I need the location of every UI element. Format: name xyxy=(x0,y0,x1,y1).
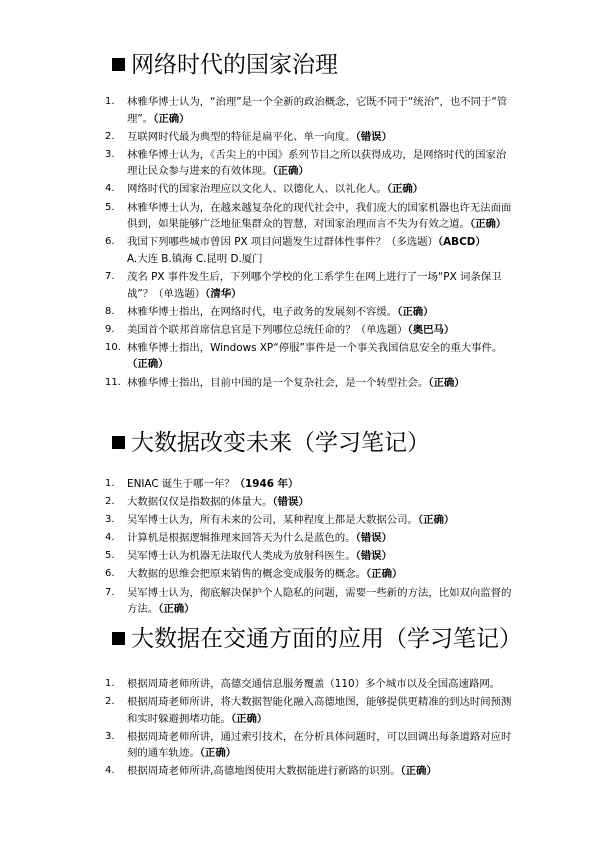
list-item: 4. 计算机是根据逻辑推理来回答天为什么是蓝色的。（错误） xyxy=(105,532,392,545)
question-list xyxy=(0,476,600,619)
list-item: 10. 林雅华博士指出，Windows XP“停服”事件是一个事关我国信息安全的重大事件。（正确） xyxy=(105,341,503,371)
list-item: 5. 林雅华博士认为，在越来越复杂化的现代社会中，我们庞大的国家机器也许无法面面俱到，如果能够广泛地征集群众的智慧，对国家治理而言不失为有效之道。（正确） xyxy=(105,201,512,231)
list-item: 2. 根据周琦老师所讲，将大数据智能化融入高德地图，能够提供更精准的到达时间预测和实时躲避拥堵功能。（正确） xyxy=(105,696,512,725)
list-item: 6. 我国下列哪些城市曾因 PX 项目问题发生过群体性事件？（多选题）（ABCD） A.大连 B.镇海 C.昆明 D.厦门 xyxy=(105,236,486,265)
list-item: 7. 茂名 PX 事件发生后，下列哪个学校的化工系学生在网上进行了一场“PX 词条保卫战”？（单选题）（清华） xyxy=(105,270,502,300)
list-item: 3. 林雅华博士认为，《舌尖上的中国》系列节目之所以获得成功，是网络时代的国家治理让民众参与进来的有效体现。（正确） xyxy=(105,148,507,178)
list-item: 1. ENIAC 诞生于哪一年？（1946 年） xyxy=(105,478,299,490)
list-item: 5. 吴军博士认为机器无法取代人类成为放射科医生。（错误） xyxy=(105,550,392,563)
question-list xyxy=(0,676,600,782)
section-heading: 大数据改变未来（学习笔记） xyxy=(112,428,430,458)
section-heading: 大数据在交通方面的应用（学习笔记） xyxy=(112,624,522,654)
question-list xyxy=(0,94,600,393)
list-item: 1. 根据周琦老师所讲，高德交通信息服务覆盖（110）多个城市以及全国高速路网。 xyxy=(105,678,501,690)
list-item: 9. 美国首个联邦首席信息官是下列哪位总统任命的？（单选题）（奥巴马） xyxy=(105,323,455,336)
list-item: 1. 林雅华博士认为，“治理”是一个全新的政治概念，它既不同于“统治”，也不同于“管理”。（正确） xyxy=(105,96,508,125)
list-item: 3. 根据周琦老师所讲，通过索引技术，在分析具体问题时，可以回调出每条道路对应时刻的通车轨迹。（正确） xyxy=(105,730,512,760)
list-item: 2. 互联网时代最为典型的特征是扁平化、单一向度。（错误） xyxy=(105,130,392,143)
list-item: 11. 林雅华博士指出，目前中国的是一个复杂社会，是一个转型社会。（正确） xyxy=(105,376,465,389)
square-bullet-icon xyxy=(112,436,125,449)
list-item: 7. 吴军博士认为，彻底解决保护个人隐私的问题，需要一些新的方法，比如双向监督的方法。（正确） xyxy=(105,586,512,616)
list-item: 8. 林雅华博士指出，在网络时代，电子政务的发展刻不容缓。（正确） xyxy=(105,305,434,318)
square-bullet-icon xyxy=(112,632,125,645)
square-bullet-icon xyxy=(112,58,125,71)
list-item: 3. 吴军博士认为，所有未来的公司，某种程度上都是大数据公司。（正确） xyxy=(105,514,455,527)
list-item: 2. 大数据仅仅是指数据的体量大。（错误） xyxy=(105,496,309,509)
list-item: 4. 根据周琦老师所讲,高德地图使用大数据能进行新路的识别。（正确） xyxy=(105,765,437,778)
list-item: 4. 网络时代的国家治理应以文化人、以德化人、以礼化人。（正确） xyxy=(105,183,424,196)
section-heading: 网络时代的国家治理 xyxy=(112,50,338,80)
list-item: 6. 大数据的思维会把原来销售的概念变成服务的概念。（正确） xyxy=(105,568,403,581)
